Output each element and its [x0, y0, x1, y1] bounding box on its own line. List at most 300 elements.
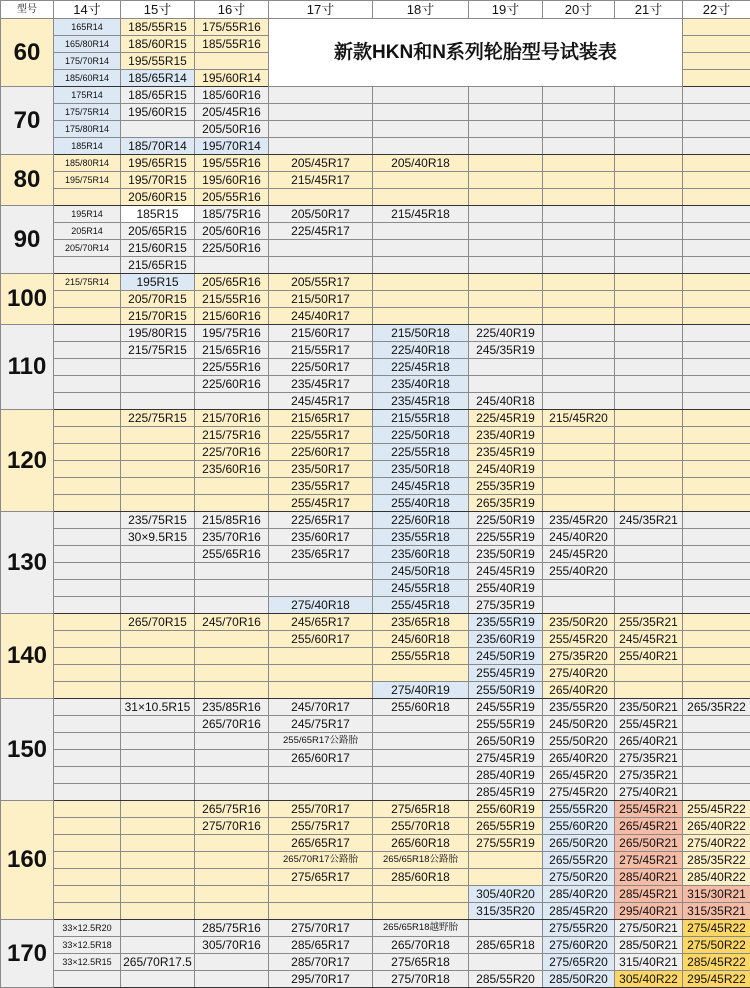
tire-size-cell: [683, 580, 750, 597]
table-row: [1, 461, 750, 478]
tire-size-cell: 265/55R19: [469, 818, 543, 835]
tire-size-cell: 235/40R18: [373, 376, 469, 393]
tire-size-cell: 265/65R18越野胎: [373, 920, 469, 937]
tire-size-cell: 245/60R18: [373, 631, 469, 648]
tire-size-cell: 275/40R22: [683, 835, 750, 852]
tire-size-cell: 215/55R17: [269, 342, 373, 359]
group-label-cell: 90: [1, 206, 54, 274]
tire-size-cell: 235/50R20: [543, 614, 615, 631]
tire-size-cell: 265/60R18: [373, 835, 469, 852]
tire-size-cell: 185/60R16: [195, 87, 269, 104]
tire-size-cell: [615, 342, 683, 359]
tire-size-cell: 195/65R15: [121, 155, 195, 172]
tire-size-cell: 235/55R18: [373, 529, 469, 546]
tire-size-cell: 205/40R18: [373, 155, 469, 172]
tire-size-cell: [683, 53, 750, 70]
tire-size-cell: [54, 682, 121, 699]
tire-size-cell: 265/70R18: [373, 937, 469, 954]
tire-size-cell: [615, 206, 683, 223]
tire-size-cell: [269, 563, 373, 580]
group-label-cell: 60: [1, 19, 54, 87]
tire-size-cell: [683, 342, 750, 359]
tire-size-cell: [54, 291, 121, 308]
tire-size-cell: 215/65R17: [269, 410, 373, 427]
tire-size-cell: [54, 597, 121, 614]
tire-size-cell: 285/50R20: [543, 971, 615, 988]
tire-size-cell: [54, 546, 121, 563]
table-row: [1, 427, 750, 444]
tire-size-cell: [54, 767, 121, 784]
tire-size-cell: 235/65R18: [373, 614, 469, 631]
tire-size-cell: 225/60R16: [195, 376, 269, 393]
tire-size-cell: [121, 835, 195, 852]
tire-size-cell: [615, 580, 683, 597]
table-row: [1, 869, 750, 886]
table-row: [1, 155, 750, 172]
tire-size-cell: 275/70R18: [373, 971, 469, 988]
tire-size-cell: [54, 529, 121, 546]
tire-size-cell: 185/65R15: [121, 87, 195, 104]
tire-size-cell: [469, 274, 543, 291]
tire-size-cell: [195, 631, 269, 648]
tire-size-cell: [469, 376, 543, 393]
tire-size-cell: [195, 648, 269, 665]
tire-size-cell: 185/70R14: [121, 138, 195, 155]
tire-size-cell: 265/45R21: [615, 818, 683, 835]
tire-size-cell: [54, 189, 121, 206]
tire-size-cell: 265/75R16: [195, 801, 269, 818]
tire-size-cell: [195, 903, 269, 920]
tire-size-cell: 275/35R20: [543, 648, 615, 665]
tire-size-cell: [373, 903, 469, 920]
tire-size-cell: [269, 240, 373, 257]
tire-size-cell: [469, 87, 543, 104]
tire-size-cell: [683, 87, 750, 104]
header-row: [1, 1, 750, 19]
tire-size-cell: 205/60R15: [121, 189, 195, 206]
tire-size-cell: [683, 155, 750, 172]
tire-size-cell: 235/60R18: [373, 546, 469, 563]
tire-size-cell: 275/55R19: [469, 835, 543, 852]
tire-size-cell: 265/65R18公路胎: [373, 852, 469, 869]
tire-size-cell: 255/40R18: [373, 495, 469, 512]
tire-size-cell: 235/55R19: [469, 614, 543, 631]
tire-size-cell: [373, 104, 469, 121]
table-row: [1, 631, 750, 648]
tire-size-cell: 31×10.5R15: [121, 699, 195, 716]
tire-size-cell: 205/45R17: [269, 155, 373, 172]
tire-size-cell: [683, 70, 750, 87]
tire-size-cell: 275/45R22: [683, 920, 750, 937]
tire-size-cell: 235/50R21: [615, 699, 683, 716]
tire-size-cell: 255/40R19: [469, 580, 543, 597]
tire-size-cell: [269, 665, 373, 682]
tire-size-cell: 255/60R19: [469, 801, 543, 818]
tire-size-cell: 225/55R17: [269, 427, 373, 444]
table-row: [1, 937, 750, 954]
table-row: [1, 478, 750, 495]
tire-size-cell: 315/35R21: [683, 903, 750, 920]
tire-size-cell: 275/45R20: [543, 784, 615, 801]
tire-size-cell: [683, 19, 750, 36]
tire-size-cell: [373, 223, 469, 240]
tire-size-cell: [121, 393, 195, 410]
tire-size-cell: [543, 223, 615, 240]
tire-size-cell: [54, 325, 121, 342]
tire-size-cell: 295/45R22: [683, 971, 750, 988]
table-row: [1, 308, 750, 325]
tire-size-cell: 195/60R16: [195, 172, 269, 189]
tire-size-cell: 265/50R20: [543, 835, 615, 852]
group-label-cell: 170: [1, 920, 54, 988]
tire-size-cell: [195, 733, 269, 750]
tire-size-cell: 165/80R14: [54, 36, 121, 53]
tire-size-cell: [269, 138, 373, 155]
table-row: [1, 87, 750, 104]
tire-size-cell: [683, 716, 750, 733]
tire-size-cell: 245/70R17: [269, 699, 373, 716]
tire-size-cell: [195, 393, 269, 410]
tire-size-cell: 285/75R16: [195, 920, 269, 937]
tire-size-cell: [121, 682, 195, 699]
tire-size-cell: 235/50R18: [373, 461, 469, 478]
tire-size-cell: 175/55R16: [195, 19, 269, 36]
tire-size-cell: 255/50R20: [543, 733, 615, 750]
tire-size-cell: 205/50R16: [195, 121, 269, 138]
tire-size-cell: 225/50R18: [373, 427, 469, 444]
tire-size-cell: 245/35R21: [615, 512, 683, 529]
table-row: [1, 121, 750, 138]
tire-size-cell: [195, 257, 269, 274]
tire-size-cell: [683, 529, 750, 546]
tire-size-cell: [121, 801, 195, 818]
tire-size-cell: [121, 716, 195, 733]
tire-size-cell: [683, 631, 750, 648]
tire-size-cell: [121, 665, 195, 682]
tire-size-cell: [269, 257, 373, 274]
tire-size-cell: 195/75R16: [195, 325, 269, 342]
tire-size-cell: 225/55R16: [195, 359, 269, 376]
tire-size-cell: [54, 495, 121, 512]
tire-size-cell: [54, 308, 121, 325]
table-row: [1, 206, 750, 223]
tire-size-cell: 185/60R15: [121, 36, 195, 53]
tire-size-cell: [269, 580, 373, 597]
tire-size-cell: 255/45R21: [615, 801, 683, 818]
tire-size-cell: [469, 852, 543, 869]
tire-size-cell: [195, 665, 269, 682]
tire-size-cell: 245/40R20: [543, 529, 615, 546]
group-label-cell: 70: [1, 87, 54, 155]
tire-size-cell: [469, 291, 543, 308]
tire-size-cell: [195, 852, 269, 869]
tire-size-cell: [54, 342, 121, 359]
tire-size-cell: 255/60R20: [543, 818, 615, 835]
tire-size-cell: 275/35R19: [469, 597, 543, 614]
tire-size-cell: [121, 903, 195, 920]
tire-size-cell: [54, 410, 121, 427]
tire-size-cell: 175/80R14: [54, 121, 121, 138]
tire-size-cell: 275/40R21: [615, 784, 683, 801]
tire-size-cell: [269, 767, 373, 784]
page-title: 新款HKN和N系列轮胎型号试装表: [269, 19, 683, 87]
tire-size-cell: 255/50R19: [469, 682, 543, 699]
tire-size-cell: 225/45R17: [269, 223, 373, 240]
tire-size-cell: [54, 835, 121, 852]
tire-size-cell: [121, 852, 195, 869]
tire-size-cell: [54, 512, 121, 529]
tire-size-cell: 285/45R21: [615, 886, 683, 903]
tire-size-cell: 265/50R19: [469, 733, 543, 750]
tire-size-cell: [615, 682, 683, 699]
tire-size-cell: [615, 308, 683, 325]
tire-size-cell: 285/35R22: [683, 852, 750, 869]
tire-size-cell: 225/55R18: [373, 444, 469, 461]
tire-size-cell: [54, 393, 121, 410]
table-row: [1, 223, 750, 240]
tire-size-cell: 205/55R17: [269, 274, 373, 291]
tire-size-cell: 305/70R16: [195, 937, 269, 954]
tire-size-cell: 255/55R19: [469, 716, 543, 733]
tire-size-cell: 225/50R19: [469, 512, 543, 529]
tire-size-cell: [121, 631, 195, 648]
tire-size-cell: 235/45R19: [469, 444, 543, 461]
tire-size-cell: [373, 189, 469, 206]
tire-size-cell: [121, 427, 195, 444]
tire-size-cell: [683, 461, 750, 478]
tire-size-cell: 175/75R14: [54, 104, 121, 121]
tire-size-cell: [683, 291, 750, 308]
tire-size-cell: [543, 240, 615, 257]
tire-size-cell: [121, 869, 195, 886]
tire-size-cell: 205R14: [54, 223, 121, 240]
tire-size-cell: [121, 937, 195, 954]
tire-size-cell: [121, 444, 195, 461]
tire-size-cell: [373, 291, 469, 308]
tire-size-cell: 215/45R20: [543, 410, 615, 427]
tire-size-cell: [54, 886, 121, 903]
tire-size-cell: 185/80R14: [54, 155, 121, 172]
tire-size-cell: [373, 665, 469, 682]
tire-size-cell: [615, 291, 683, 308]
tire-size-cell: [615, 529, 683, 546]
tire-size-cell: 195/75R14: [54, 172, 121, 189]
tire-size-cell: [269, 189, 373, 206]
tire-size-cell: [615, 665, 683, 682]
tire-size-cell: 215/85R16: [195, 512, 269, 529]
tire-size-cell: [269, 903, 373, 920]
tire-size-cell: 255/40R21: [615, 648, 683, 665]
tire-size-cell: 235/75R15: [121, 512, 195, 529]
tire-size-cell: 255/45R21: [615, 716, 683, 733]
tire-size-cell: 225/40R19: [469, 325, 543, 342]
group-label-cell: 80: [1, 155, 54, 206]
tire-size-cell: 275/65R18: [373, 954, 469, 971]
tire-size-cell: [54, 427, 121, 444]
table-row: [1, 189, 750, 206]
tire-size-cell: 33×12.5R15: [54, 954, 121, 971]
tire-size-cell: 275/45R19: [469, 750, 543, 767]
header-cell-22: 22寸: [683, 1, 750, 19]
tire-size-cell: 275/35R21: [615, 767, 683, 784]
tire-size-cell: [543, 461, 615, 478]
tire-size-cell: [543, 580, 615, 597]
tire-size-cell: [615, 546, 683, 563]
table-row: [1, 410, 750, 427]
tire-size-cell: 245/70R16: [195, 614, 269, 631]
tire-size-cell: 235/55R17: [269, 478, 373, 495]
tire-size-cell: 205/45R16: [195, 104, 269, 121]
table-row: [1, 767, 750, 784]
tire-size-cell: 275/40R18: [269, 597, 373, 614]
tire-size-cell: [683, 410, 750, 427]
tire-size-cell: [615, 155, 683, 172]
tire-size-cell: [195, 835, 269, 852]
table-row: [1, 665, 750, 682]
table-row: [1, 784, 750, 801]
table-row: [1, 546, 750, 563]
tire-size-cell: 30×9.5R15: [121, 529, 195, 546]
tire-size-cell: [121, 750, 195, 767]
tire-size-cell: 245/65R17: [269, 614, 373, 631]
tire-size-cell: 265/70R17公路胎: [269, 852, 373, 869]
tire-size-cell: 265/35R19: [469, 495, 543, 512]
tire-size-cell: [121, 359, 195, 376]
tire-size-cell: [615, 87, 683, 104]
tire-size-cell: 265/40R20: [543, 750, 615, 767]
tire-size-cell: 245/50R18: [373, 563, 469, 580]
tire-size-cell: 255/70R17: [269, 801, 373, 818]
tire-size-cell: [543, 172, 615, 189]
tire-size-cell: [683, 784, 750, 801]
tire-size-cell: 265/60R17: [269, 750, 373, 767]
tire-size-cell: 215/60R17: [269, 325, 373, 342]
table-row: [1, 138, 750, 155]
tire-size-cell: 235/50R19: [469, 546, 543, 563]
tire-size-cell: [469, 172, 543, 189]
tire-size-cell: 235/60R19: [469, 631, 543, 648]
tire-size-cell: [121, 767, 195, 784]
tire-size-cell: [683, 614, 750, 631]
tire-size-cell: 225/60R17: [269, 444, 373, 461]
table-row: [1, 240, 750, 257]
tire-size-cell: 265/50R21: [615, 835, 683, 852]
table-row: [1, 359, 750, 376]
table-row: [1, 512, 750, 529]
tire-size-cell: 235/45R18: [373, 393, 469, 410]
table-row: [1, 19, 750, 36]
tire-size-cell: 255/45R18: [373, 597, 469, 614]
tire-size-cell: 225/45R18: [373, 359, 469, 376]
tire-size-cell: [195, 495, 269, 512]
tire-size-cell: 185R15: [121, 206, 195, 223]
tire-size-cell: 265/70R15: [121, 614, 195, 631]
tire-size-cell: 235/50R17: [269, 461, 373, 478]
tire-size-cell: [683, 325, 750, 342]
tire-size-cell: [469, 155, 543, 172]
tire-size-cell: [615, 478, 683, 495]
tire-size-cell: [683, 274, 750, 291]
tire-size-cell: 225/50R16: [195, 240, 269, 257]
tire-size-cell: 245/45R21: [615, 631, 683, 648]
tire-size-cell: 225/40R18: [373, 342, 469, 359]
tire-size-cell: 245/45R18: [373, 478, 469, 495]
table-row: [1, 274, 750, 291]
tire-size-cell: [469, 189, 543, 206]
group-label-cell: 120: [1, 410, 54, 512]
tire-size-cell: 205/70R14: [54, 240, 121, 257]
tire-size-cell: 205/65R15: [121, 223, 195, 240]
tire-size-cell: 285/45R19: [469, 784, 543, 801]
tire-size-cell: [615, 138, 683, 155]
tire-size-cell: 33×12.5R20: [54, 920, 121, 937]
tire-size-cell: [543, 257, 615, 274]
tire-size-cell: 285/40R20: [543, 886, 615, 903]
tire-size-cell: [195, 478, 269, 495]
tire-size-cell: 245/45R17: [269, 393, 373, 410]
tire-size-cell: 245/45R19: [469, 563, 543, 580]
tire-size-cell: 185/75R16: [195, 206, 269, 223]
tire-size-cell: 275/50R22: [683, 937, 750, 954]
tire-size-cell: 235/55R20: [543, 699, 615, 716]
group-label-cell: 110: [1, 325, 54, 410]
tire-size-cell: 245/75R17: [269, 716, 373, 733]
tire-size-cell: 235/40R19: [469, 427, 543, 444]
tire-size-cell: [373, 257, 469, 274]
tire-size-cell: 235/60R16: [195, 461, 269, 478]
tire-size-cell: [683, 563, 750, 580]
tire-size-cell: 275/65R18: [373, 801, 469, 818]
tire-size-cell: [121, 461, 195, 478]
tire-size-cell: [683, 240, 750, 257]
tire-size-cell: [543, 274, 615, 291]
tire-size-cell: [543, 342, 615, 359]
tire-size-cell: 255/55R20: [543, 801, 615, 818]
tire-size-cell: [54, 784, 121, 801]
tire-size-cell: [195, 750, 269, 767]
tire-size-cell: [121, 818, 195, 835]
tire-size-cell: [195, 563, 269, 580]
tire-size-cell: [121, 920, 195, 937]
tire-size-cell: 275/40R19: [373, 682, 469, 699]
tire-size-cell: [373, 121, 469, 138]
tire-size-cell: 235/85R16: [195, 699, 269, 716]
tire-size-cell: 285/50R21: [615, 937, 683, 954]
tire-size-cell: 315/40R21: [615, 954, 683, 971]
tire-size-cell: 225/60R18: [373, 512, 469, 529]
tire-size-cell: [54, 852, 121, 869]
tire-size-cell: 295/40R21: [615, 903, 683, 920]
tire-size-cell: [195, 597, 269, 614]
tire-size-cell: 195/60R15: [121, 104, 195, 121]
tire-size-cell: [121, 580, 195, 597]
tire-size-cell: 195R14: [54, 206, 121, 223]
table-row: [1, 614, 750, 631]
tire-size-cell: 275/70R16: [195, 818, 269, 835]
tire-size-cell: [54, 665, 121, 682]
tire-size-cell: [615, 427, 683, 444]
tire-size-cell: 245/50R20: [543, 716, 615, 733]
tire-size-cell: [615, 597, 683, 614]
tire-size-cell: 295/70R17: [269, 971, 373, 988]
table-row: [1, 342, 750, 359]
table-row: [1, 580, 750, 597]
table-row: [1, 529, 750, 546]
tire-size-cell: 255/45R19: [469, 665, 543, 682]
tire-size-cell: [543, 359, 615, 376]
header-cell-17: 17寸: [269, 1, 373, 19]
tire-size-cell: [683, 172, 750, 189]
